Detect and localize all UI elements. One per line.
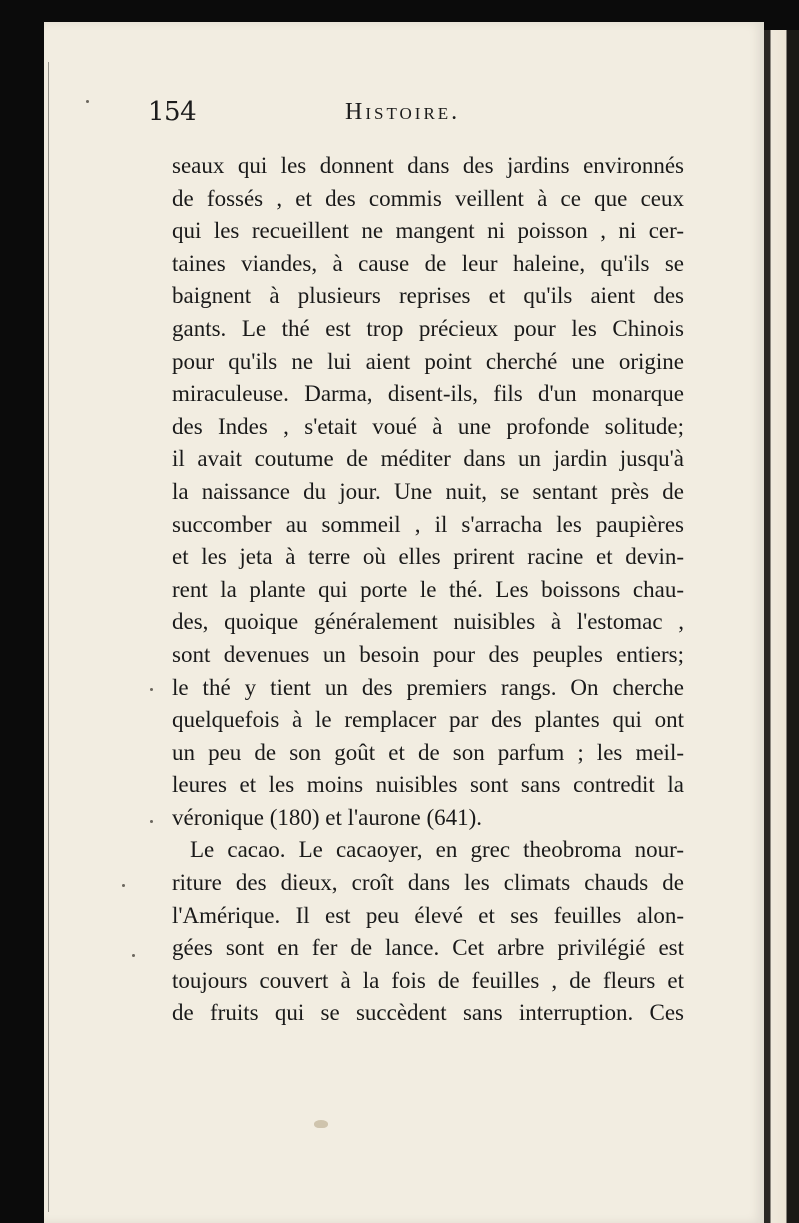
text-line: gées sont en fer de lance. Cet arbre privilégié est	[172, 935, 684, 961]
text-line: Le cacao. Le cacaoyer, en grec theobroma nour-	[190, 837, 684, 863]
text-line: le thé y tient un des premiers rangs. On cherche	[172, 674, 684, 700]
text-line: gants. Le thé est trop précieux pour les Chinois	[172, 315, 684, 341]
text-line: l'Amérique. Il est peu élevé et ses feuilles alon-	[172, 902, 684, 928]
body-text	[172, 150, 684, 1030]
margin-speck	[150, 820, 153, 823]
margin-speck	[86, 100, 89, 103]
page-number: 154	[148, 97, 197, 127]
text-line: rent la plante qui porte le thé. Les boissons chau-	[172, 576, 684, 602]
text-line: pour qu'ils ne lui aient point cherché une origine	[172, 348, 684, 374]
text-line: des Indes , s'etait voué à une profonde solitude;	[172, 413, 684, 439]
text-line: riture des dieux, croît dans les climats chauds de	[172, 870, 684, 896]
text-line: miraculeuse. Darma, disent-ils, fils d'un monarque	[172, 381, 684, 407]
text-line: toujours couvert à la fois de feuilles , de fleurs et	[172, 967, 684, 993]
paper-stain	[314, 1120, 328, 1128]
text-line: seaux qui les donnent dans des jardins environnés	[172, 153, 684, 178]
text-line: leures et les moins nuisibles sont sans contredit la	[172, 772, 684, 798]
text-line: il avait coutume de méditer dans un jardin jusqu'à	[172, 446, 684, 472]
margin-speck	[132, 954, 135, 957]
text-line: la naissance du jour. Une nuit, se sentant près de	[172, 478, 684, 504]
facing-page-edge	[764, 30, 799, 1223]
gutter-shadow	[48, 62, 49, 1212]
text-line: taines viandes, à cause de leur haleine, qu'ils se	[172, 250, 684, 276]
running-title: Histoire.	[345, 99, 461, 125]
text-line: de fruits qui se succèdent sans interruption. Ces	[172, 1000, 684, 1026]
text-line: succomber au sommeil , il s'arracha les paupières	[172, 511, 684, 537]
text-line: des, quoique généralement nuisibles à l'estomac ,	[172, 609, 684, 635]
margin-speck	[150, 688, 153, 691]
text-line: sont devenues un besoin pour des peuples entiers;	[172, 641, 684, 667]
text-line: quelquefois à le remplacer par des plantes qui ont	[172, 707, 684, 733]
text-line: véronique (180) et l'aurone (641).	[172, 804, 483, 830]
text-line: de fossés , et des commis veillent à ce que ceux	[172, 185, 684, 211]
text-line: un peu de son goût et de son parfum ; les meil-	[172, 739, 684, 765]
text-line: baignent à plusieurs reprises et qu'ils aient des	[172, 283, 684, 309]
margin-speck	[122, 884, 125, 887]
text-line: et les jeta à terre où elles prirent racine et devin-	[172, 544, 684, 570]
text-line: qui les recueillent ne mangent ni poisson , ni cer-	[172, 218, 684, 244]
